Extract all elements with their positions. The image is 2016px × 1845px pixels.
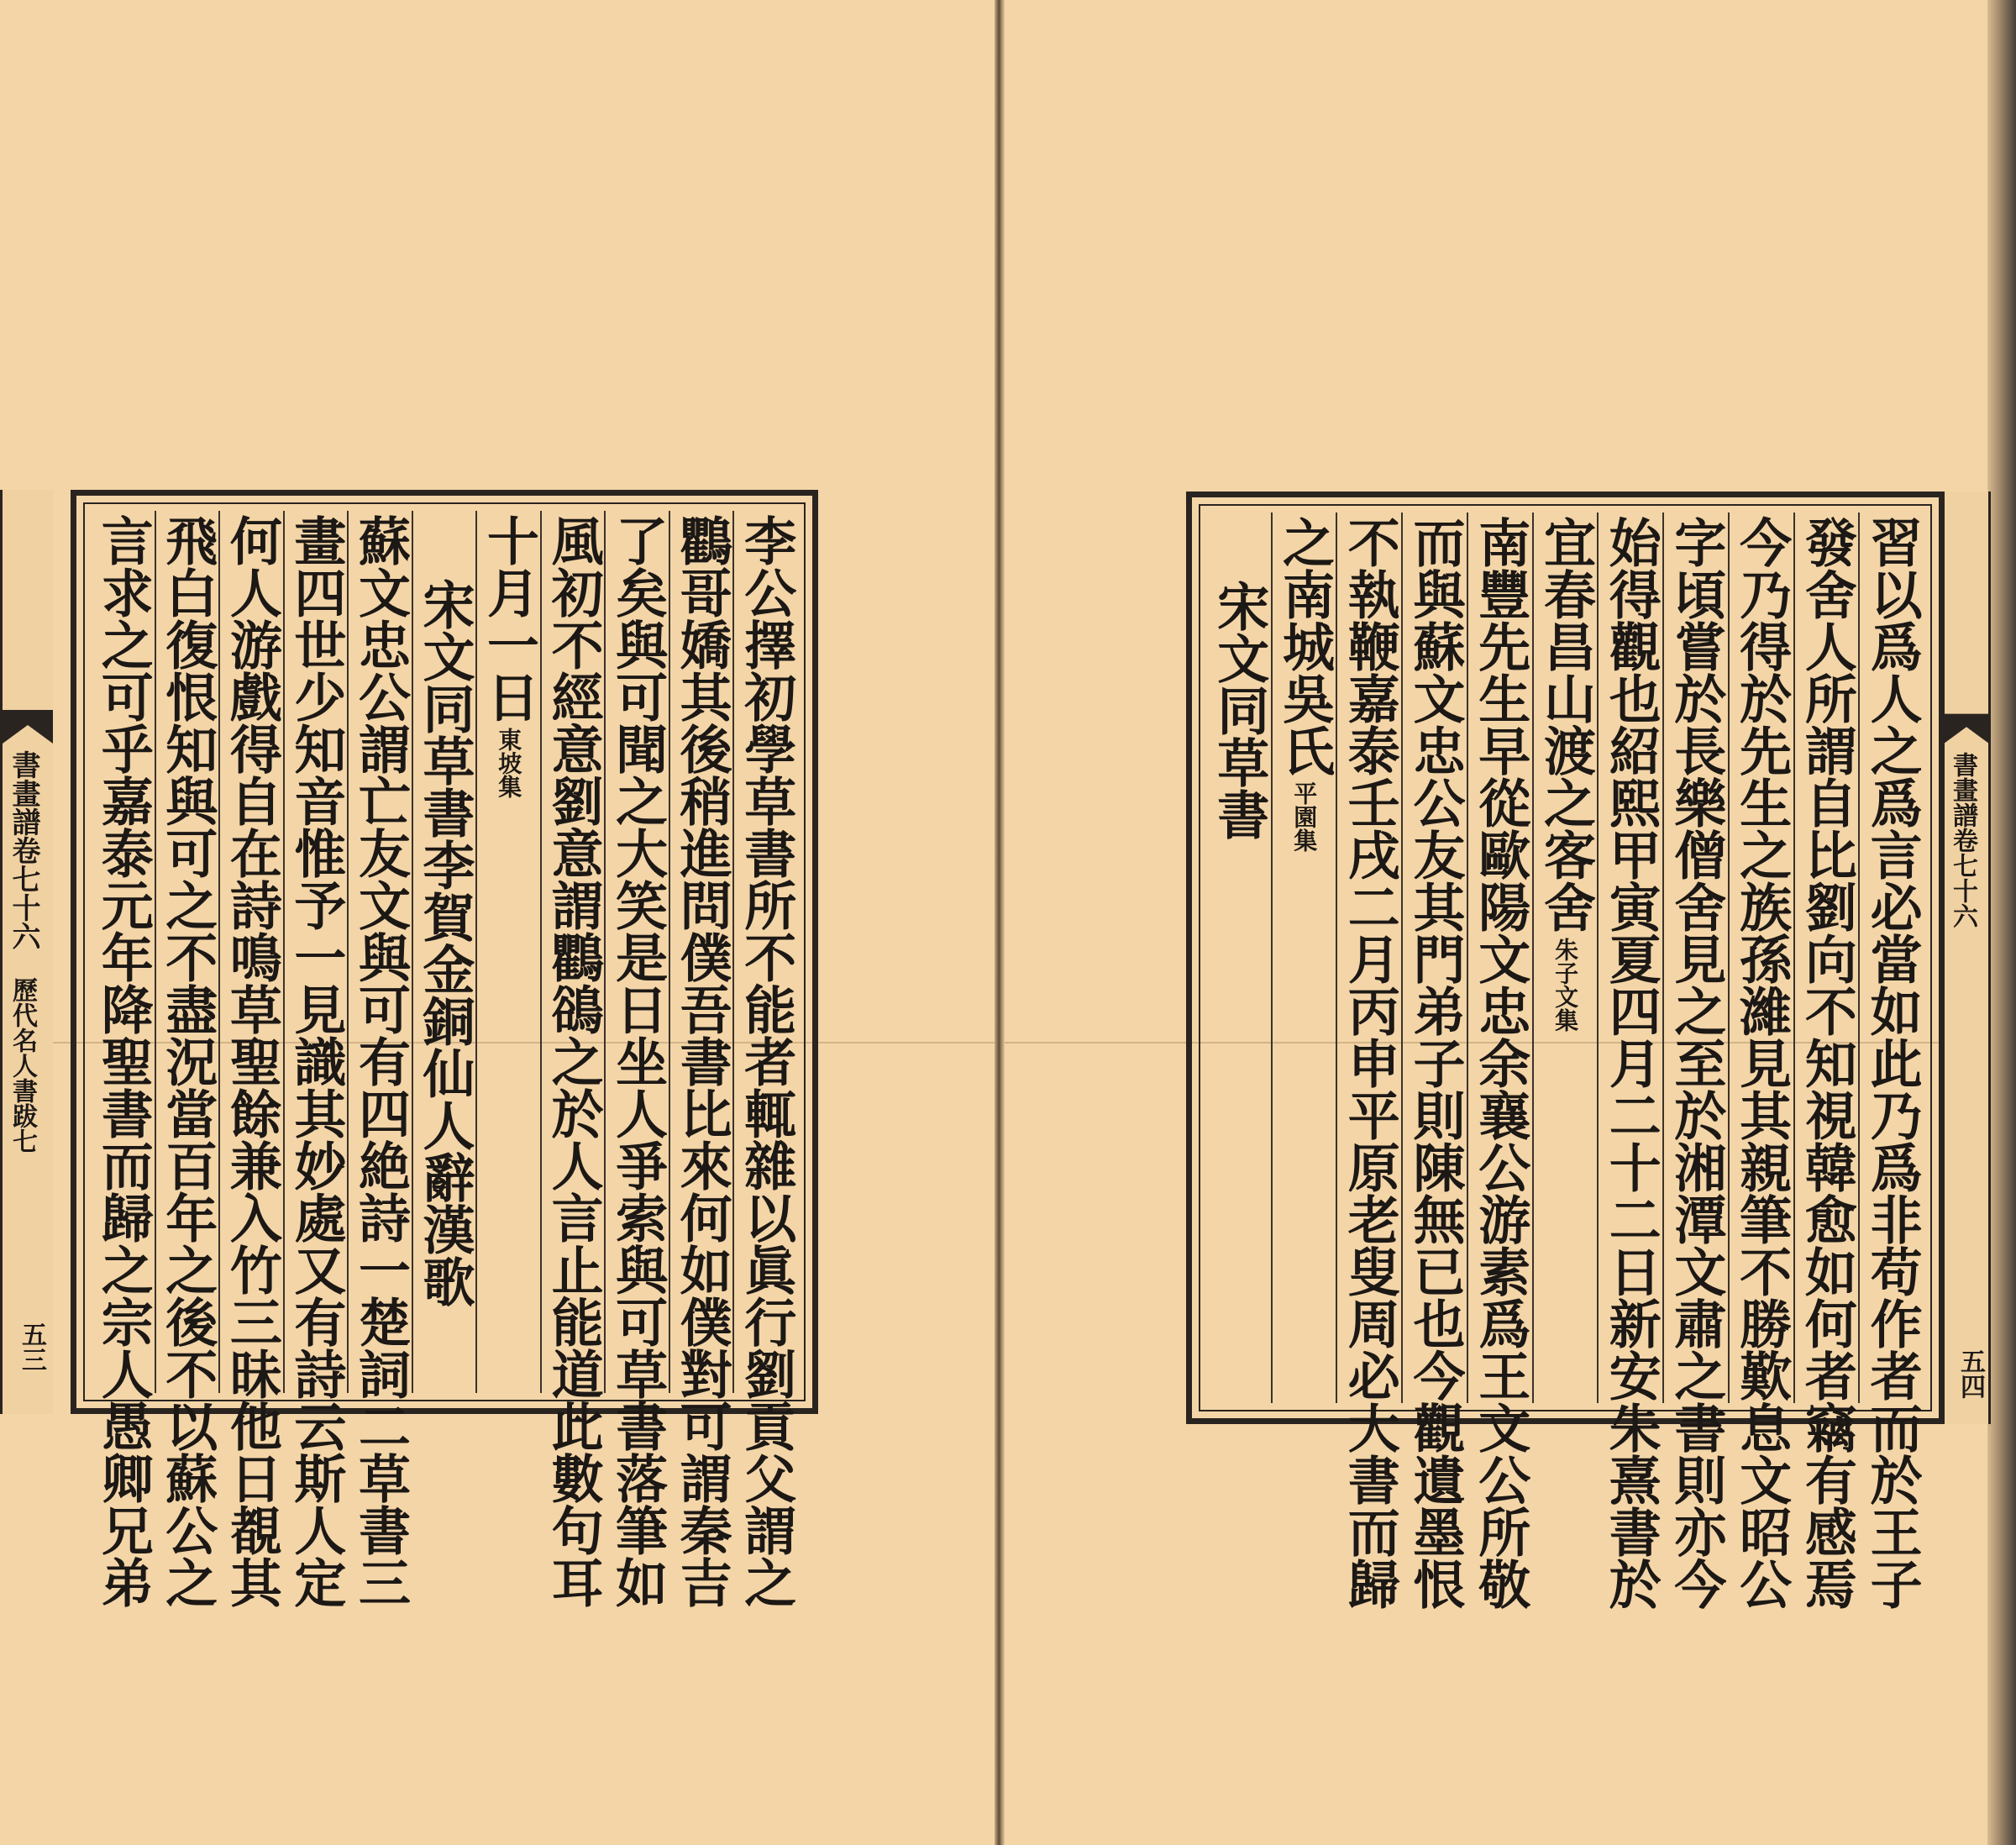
right-banxin-margin xyxy=(1945,491,1991,1424)
column-text: 今乃得於先生之族孫濰見其親筆不勝歎息文昭公 xyxy=(1730,516,1793,1610)
text-column xyxy=(1597,512,1662,1610)
column-text: 畫四世少知音惟予一見識其妙處又有詩云斯人定 xyxy=(285,514,347,1608)
text-column xyxy=(92,511,155,1608)
text-column xyxy=(732,511,797,1608)
column-text: 之南城吳氏 xyxy=(1273,516,1336,776)
column-text: 南豐先生早從歐陽文忠余襄公游素爲王文公所敬 xyxy=(1469,516,1531,1610)
text-column xyxy=(412,511,476,1393)
text-column xyxy=(347,511,412,1608)
right-text-frame xyxy=(1186,491,1945,1610)
text-column xyxy=(1271,512,1336,1403)
left-margin-title: 書畫譜卷七十六 xyxy=(7,750,40,950)
right-page-number: 五四 xyxy=(1956,1348,1985,1399)
right-text-columns xyxy=(1207,512,1924,1610)
text-column xyxy=(1662,512,1728,1610)
text-column xyxy=(1467,512,1532,1610)
column-text: 宋文同草書 xyxy=(1208,580,1270,840)
text-column xyxy=(1336,512,1401,1610)
column-text: 何人游戲得自在詩鳴草聖餘兼入竹三昧他日覩其 xyxy=(221,514,283,1608)
text-column xyxy=(475,511,540,1393)
text-column xyxy=(1532,512,1598,1403)
text-column xyxy=(1858,512,1924,1610)
fishtail-mark-icon xyxy=(3,710,53,744)
text-column xyxy=(283,511,348,1608)
column-text: 宜春昌山渡之客舍 xyxy=(1535,516,1597,933)
column-text: 蘇文忠公謂亡友文與可有四絶詩一楚詞二草書三 xyxy=(349,514,412,1608)
text-column xyxy=(604,511,669,1608)
left-banxin-margin xyxy=(0,490,53,1414)
text-column xyxy=(540,511,605,1608)
column-text: 言求之可乎嘉泰元年降聖書而歸之宗人愚卿兄弟 xyxy=(92,514,155,1608)
text-column xyxy=(1728,512,1793,1610)
source-note: 東坡集 xyxy=(495,728,523,798)
right-margin-title: 書畫譜卷七十六 xyxy=(1948,752,1977,928)
column-text: 宋文同草書李賀金銅仙人辭漢歌 xyxy=(413,578,475,1307)
source-note: 朱子文集 xyxy=(1551,938,1580,1032)
column-text: 不執鞭嘉泰壬戌二月丙申平原老叟周必大書而歸 xyxy=(1339,516,1401,1610)
text-column xyxy=(1793,512,1859,1610)
page-edge-shadow xyxy=(1987,0,2016,1845)
text-column xyxy=(1401,512,1467,1610)
left-text-frame xyxy=(71,490,818,1608)
column-text: 而與蘇文忠公友其門弟子則陳無已也今觀遺墨恨 xyxy=(1404,516,1466,1610)
fishtail-mark-icon xyxy=(1945,712,1988,745)
column-text: 習以爲人之爲言必當如此乃爲非苟作者而於王子 xyxy=(1861,516,1924,1610)
source-note: 平園集 xyxy=(1290,781,1319,852)
left-margin-section: 歷代名人書跋七 xyxy=(8,977,37,1154)
column-text: 鸜哥嬌其後稍進問僕吾書比來何如僕對可謂秦吉 xyxy=(671,514,733,1608)
left-page-number: 五三 xyxy=(17,1322,46,1372)
column-text: 風初不經意劉意謂鸜鵒之於人言止能道此數句耳 xyxy=(543,514,605,1608)
text-column xyxy=(218,511,283,1608)
book-gutter xyxy=(995,0,1005,1845)
column-text: 發舍人所謂自比劉向不知視韓愈如何者竊有感焉 xyxy=(1796,516,1858,1610)
column-text: 飛白復恨知與可之不盡況當百年之後不以蘇公之 xyxy=(156,514,218,1608)
left-text-columns xyxy=(92,511,797,1608)
text-column xyxy=(669,511,733,1608)
text-column xyxy=(155,511,219,1608)
column-text: 李公擇初學草書所不能者輒雜以眞行劉貢父謂之 xyxy=(735,514,797,1608)
text-column xyxy=(1207,512,1271,1403)
column-text: 了矣與可聞之大笑是日坐人爭索與可草書落筆如 xyxy=(606,514,669,1608)
column-text: 始得觀也紹熙甲寅夏四月二十二日新安朱熹書於 xyxy=(1600,516,1662,1610)
column-text: 十月一日 xyxy=(478,514,540,723)
column-text: 字頃嘗於長樂僧舍見之至於湘潭文肅之書則亦今 xyxy=(1665,516,1727,1610)
